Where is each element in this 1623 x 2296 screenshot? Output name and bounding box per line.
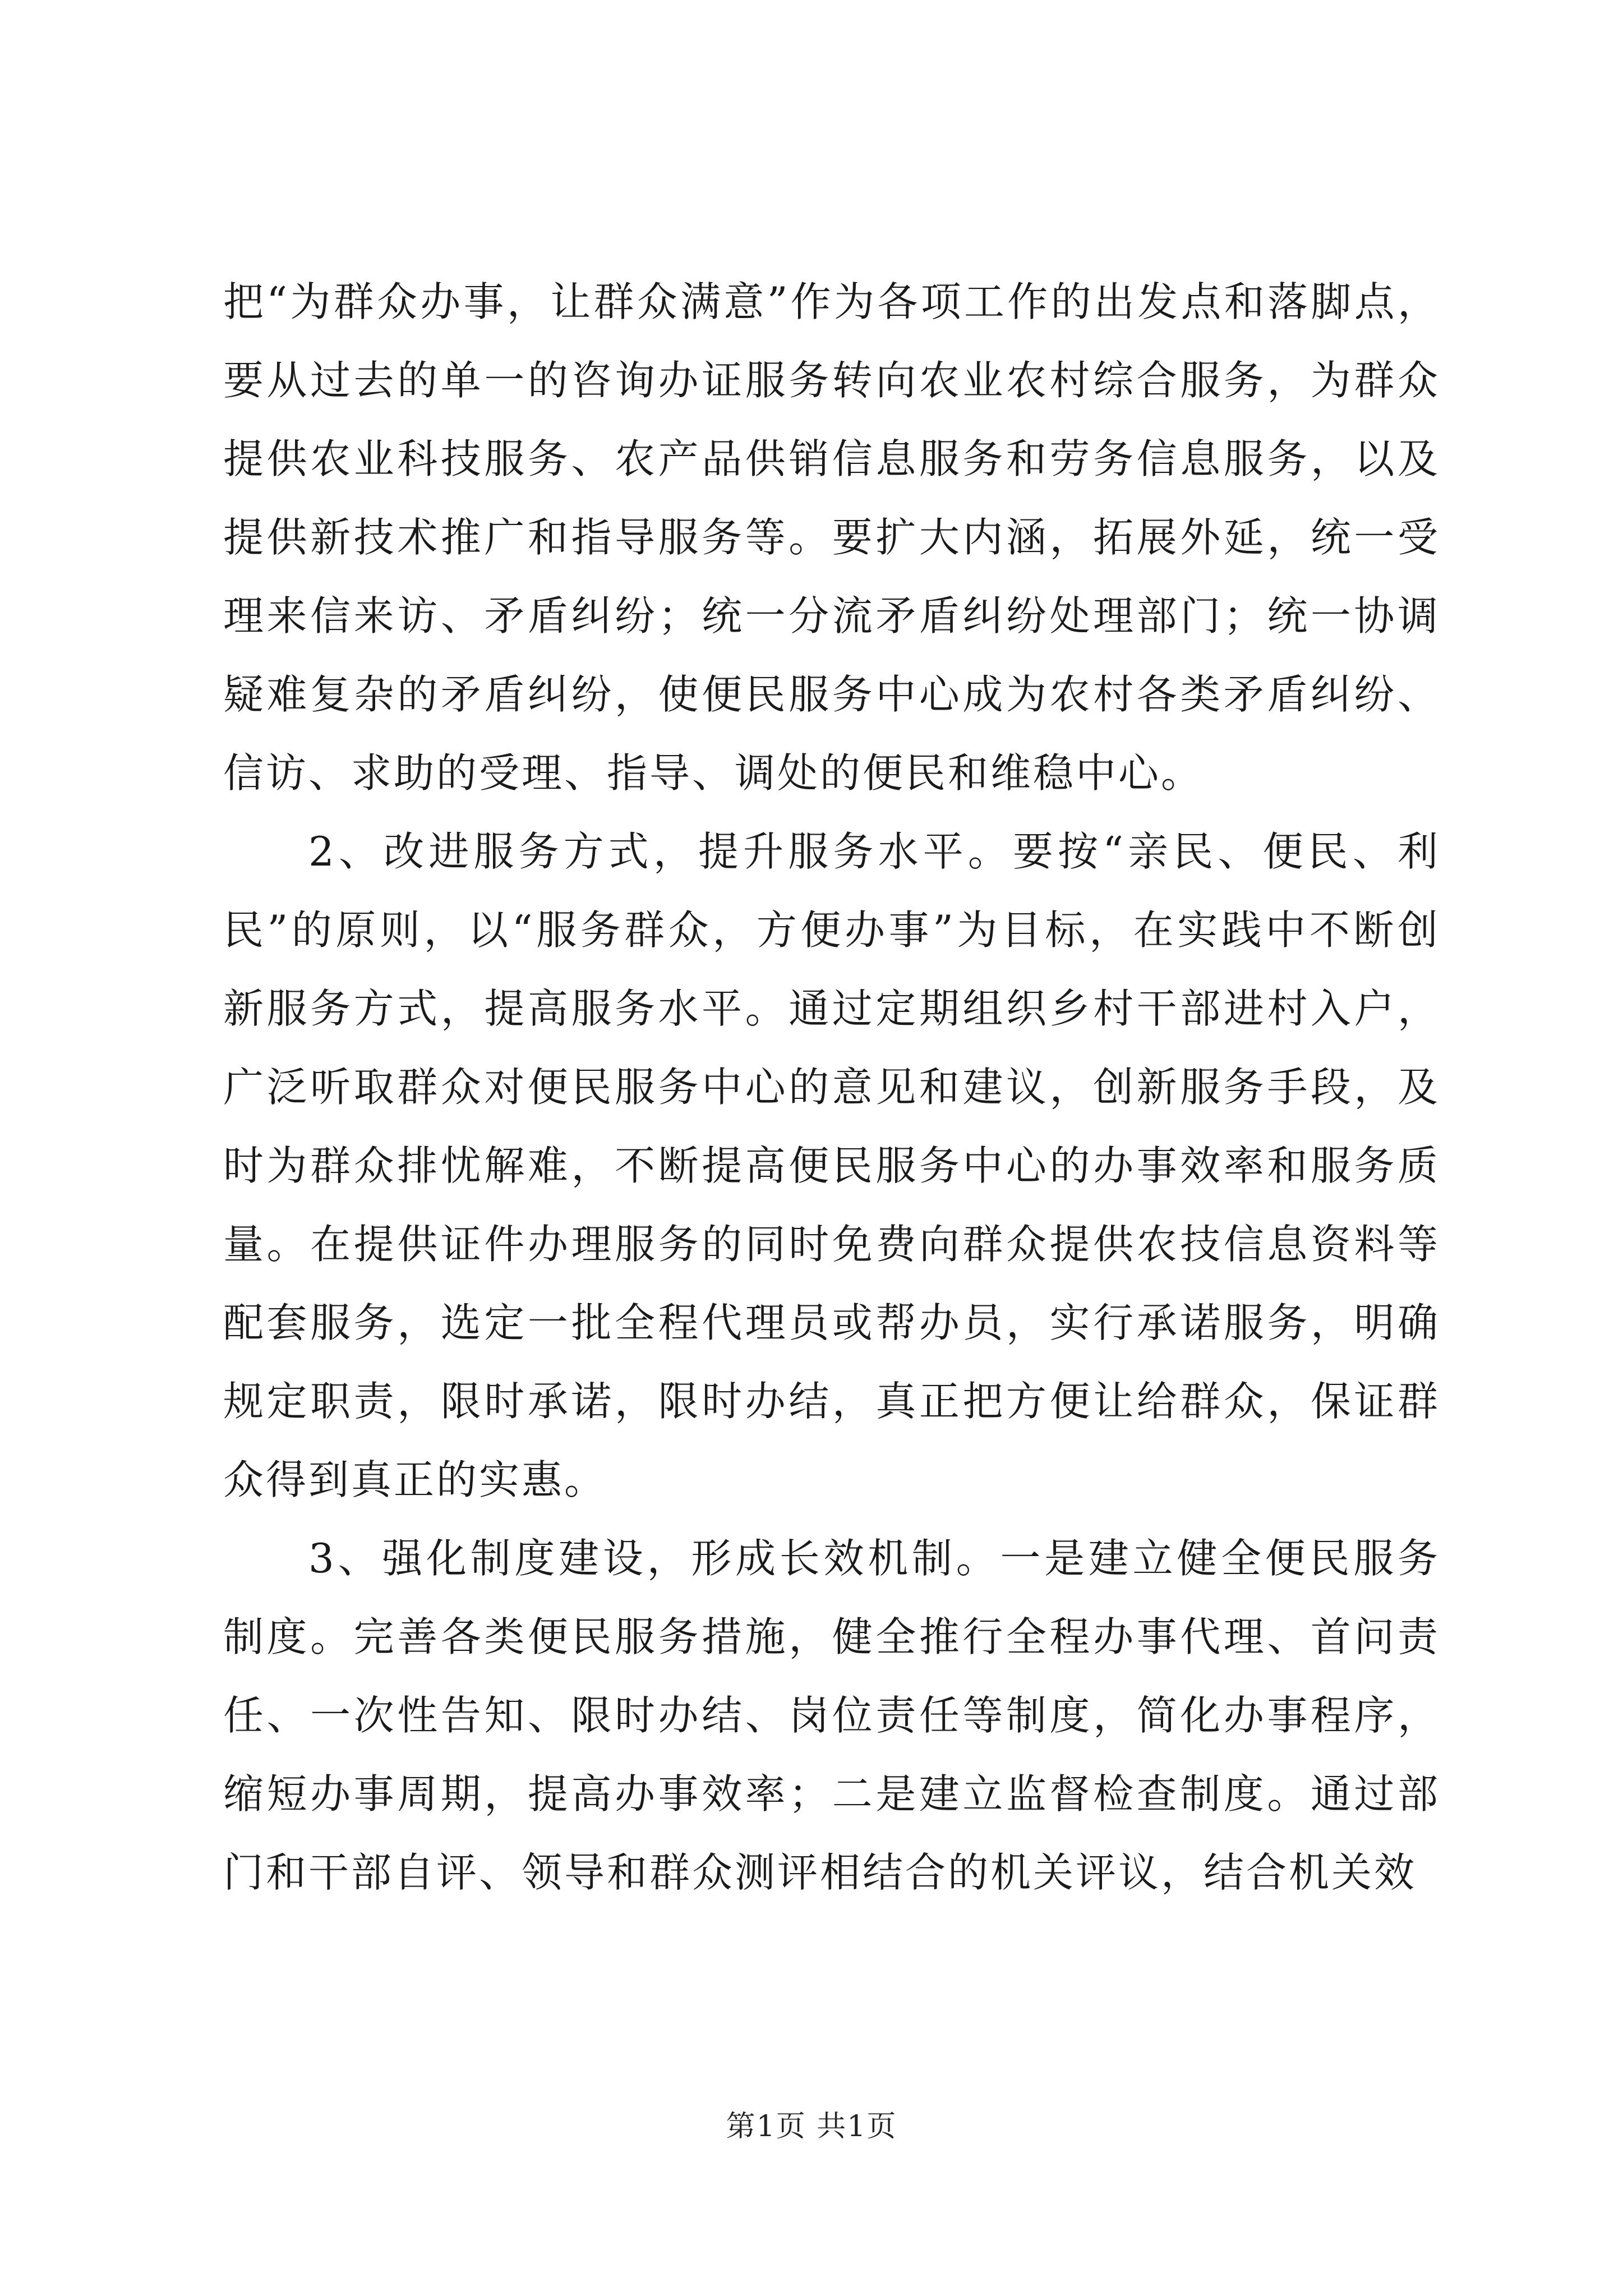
paragraph-continuation: 把“为群众办事，让群众满意”作为各项工作的出发点和落脚点，要从过去的单一的咨询办证服务转向农业农村综合服务，为群众提供农业科技服务、农产品供销信息服务和劳务信息服务，以及提供新技术推广和指导服务等。要扩大内涵，拓展外延，统一受理来信来访、矛盾纠纷；统一分流矛盾纠纷处理部门；统一协调疑难复杂的矛盾纠纷，使便民服务中心成为农村各类矛盾纠纷、信访、求助的受理、指导、调处的便民和维稳中心。 [223,278,1440,797]
paragraph-service-method: 2、改进服务方式，提升服务水平。要按“亲民、便民、利民”的原则，以“服务群众，方便办事”为目标，在实践中不断创新服务方式，提高服务水平。通过定期组织乡村干部进村入户，广泛听取群众对便民服务中心的意见和建议，创新服务手段，及时为群众排忧解难，不断提高便民服务中心的办事效率和服务质量。在提供证件办理服务的同时免费向群众提供农技信息资料等配套服务，选定一批全程代理员或帮办员，实行承诺服务，明确规定职责，限时承诺，限时办结，真正把方便让给群众，保证群众得到真正的实惠。 [223,828,1440,1503]
paragraph-system-building: 3、强化制度建设，形成长效机制。一是建立健全便民服务制度。完善各类便民服务措施，健全推行全程办事代理、首问责任、一次性告知、限时办结、岗位责任等制度，简化办事程序，缩短办事周期，提高办事效率；二是建立监督检查制度。通过部门和干部自评、领导和群众测评相结合的机关评议，结合机关效 [223,1535,1440,1896]
page-footer: 第1页 共1页 [726,2110,897,2143]
document-body [223,263,1440,1912]
